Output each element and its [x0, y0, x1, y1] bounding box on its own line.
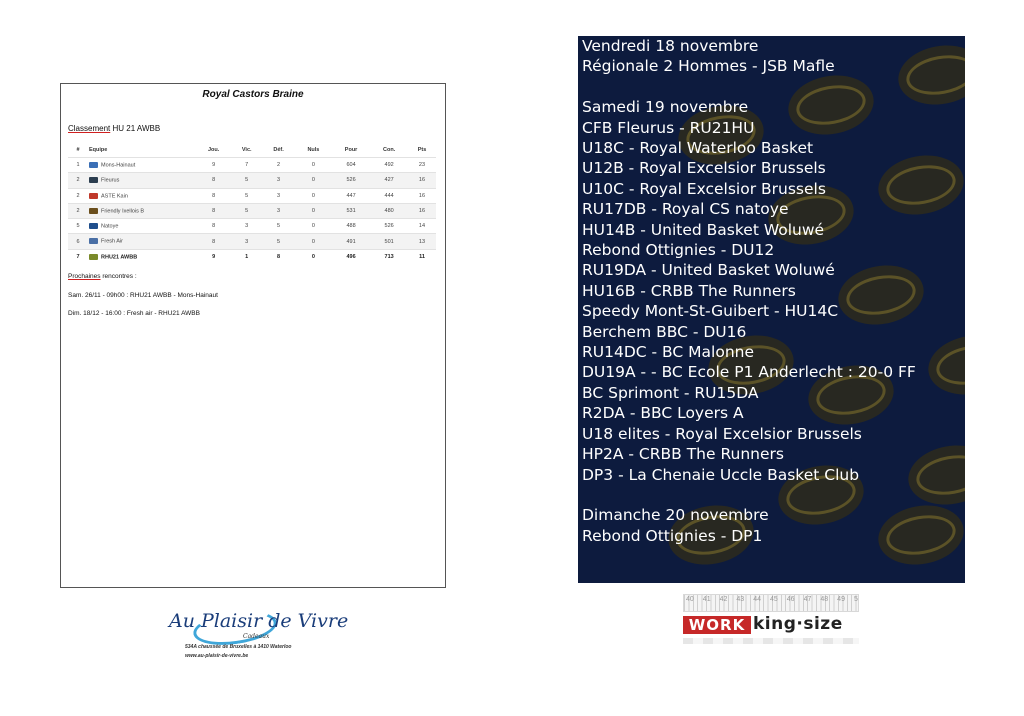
decorative-strip — [683, 638, 859, 644]
ruler-number: 48 — [820, 596, 829, 603]
header-points-against: Con. — [383, 146, 396, 153]
schedule-game: U18 elites - Royal Excelsior Brussels — [582, 424, 862, 443]
spacer — [582, 485, 965, 505]
schedule-date: Dimanche 20 novembre — [582, 506, 769, 525]
cell-points-for: 488 — [332, 219, 370, 234]
team-name: Fleurus — [101, 177, 120, 184]
team-logo-icon — [89, 208, 98, 214]
cell-points-for: 491 — [332, 234, 370, 249]
schedule-game: RU14DC - BC Malonne — [582, 343, 754, 362]
ruler-number: 45 — [769, 596, 778, 603]
header-wins: Vic. — [241, 146, 252, 153]
cell-points: 16 — [408, 173, 436, 188]
classement-heading — [68, 124, 160, 133]
team-logo-icon — [89, 223, 98, 229]
cell-points-against: 526 — [370, 219, 408, 234]
cell-points-against: 492 — [370, 158, 408, 173]
cell-losses: 3 — [262, 173, 295, 188]
sponsor-subtitle: Cadeaux — [243, 633, 270, 640]
schedule-game: R2DA - BBC Loyers A — [582, 404, 744, 423]
upcoming-suffix: rencontres : — [100, 273, 137, 280]
cell-rank: 6 — [68, 234, 88, 249]
cell-points: 16 — [408, 188, 436, 203]
cell-wins: 3 — [231, 234, 262, 249]
cell-rank: 2 — [68, 203, 88, 218]
schedule-page — [578, 36, 965, 583]
schedule-game: HP2A - CRBB The Runners — [582, 445, 784, 464]
cell-draws: 0 — [295, 188, 332, 203]
cell-rank: 2 — [68, 173, 88, 188]
cell-points-for: 526 — [332, 173, 370, 188]
cell-wins: 7 — [231, 158, 262, 173]
cell-points-for: 447 — [332, 188, 370, 203]
team-name: Mons-Hainaut — [101, 162, 136, 169]
cell-rank: 5 — [68, 219, 88, 234]
header-draws: Nuls — [307, 146, 320, 153]
ruler-number: 47 — [803, 596, 812, 603]
table-row — [68, 234, 436, 249]
table-row — [68, 188, 436, 203]
cell-played: 9 — [196, 249, 231, 264]
cell-points-against: 427 — [370, 173, 408, 188]
table-row — [68, 158, 436, 173]
cell-team — [88, 234, 196, 249]
schedule-game: Speedy Mont-St-Guibert - HU14C — [582, 302, 839, 321]
cell-played: 8 — [196, 188, 231, 203]
cell-points: 11 — [408, 249, 436, 264]
cell-draws: 0 — [295, 219, 332, 234]
sponsor-address: 534A chaussée de Bruxelles à 1410 Waterloo — [185, 644, 292, 650]
cell-points-against: 480 — [370, 203, 408, 218]
schedule-game: Régionale 2 Hommes - JSB Mafle — [582, 57, 835, 76]
upcoming-label: Prochaines — [68, 273, 101, 280]
team-name: RHU21 AWBB — [101, 254, 138, 261]
table-row — [68, 203, 436, 218]
cell-rank: 2 — [68, 188, 88, 203]
standings-page — [60, 83, 446, 588]
cell-played: 8 — [196, 234, 231, 249]
cell-draws: 0 — [295, 158, 332, 173]
schedule-date: Vendredi 18 novembre — [582, 37, 759, 55]
schedule-game: BC Sprimont - RU15DA — [582, 383, 759, 402]
ruler-number: 41 — [702, 596, 711, 603]
schedule-game: CFB Fleurus - RU21HU — [582, 118, 755, 137]
team-name: ASTE Kain — [101, 192, 128, 199]
team-logo-icon — [89, 162, 98, 168]
cell-losses: 5 — [262, 219, 295, 234]
header-played: Jou. — [207, 146, 220, 153]
ruler-number: 5 — [853, 596, 858, 603]
cell-played: 8 — [196, 203, 231, 218]
king-size-label: king·size — [753, 614, 843, 634]
ruler-number: 46 — [786, 596, 795, 603]
ruler-number: 42 — [719, 596, 728, 603]
cell-rank: 7 — [68, 249, 88, 264]
schedule-game: U18C - Royal Waterloo Basket — [582, 139, 814, 158]
cell-losses: 2 — [262, 158, 295, 173]
cell-losses: 8 — [262, 249, 295, 264]
club-title: Royal Castors Braine — [202, 89, 304, 100]
schedule-game: Rebond Ottignies - DP1 — [582, 526, 763, 545]
team-logo-icon — [89, 238, 98, 244]
cell-points: 13 — [408, 234, 436, 249]
table-row — [68, 249, 436, 264]
cell-team — [88, 188, 196, 203]
cell-draws: 0 — [295, 173, 332, 188]
team-name: Fresh Air — [101, 238, 124, 245]
ruler-number: 40 — [686, 596, 694, 603]
ruler-number: 44 — [753, 596, 761, 603]
header-points-for: Pour — [344, 146, 358, 153]
cell-wins: 1 — [231, 249, 262, 264]
schedule-list — [582, 36, 965, 546]
cell-wins: 5 — [231, 203, 262, 218]
cell-points-against: 713 — [370, 249, 408, 264]
cell-points-against: 444 — [370, 188, 408, 203]
table-row — [68, 219, 436, 234]
cell-team — [88, 173, 196, 188]
schedule-game: DP3 - La Chenaie Uccle Basket Club — [582, 465, 860, 484]
schedule-game: U12B - Royal Excelsior Brussels — [582, 159, 826, 178]
sponsor-name: Au Plaisir de Vivre — [169, 610, 349, 632]
cell-team — [88, 158, 196, 173]
cell-losses: 3 — [262, 203, 295, 218]
standings-body — [68, 158, 436, 265]
cell-draws: 0 — [295, 234, 332, 249]
upcoming-match: Dim. 18/12 - 16:00 : Fresh air - RHU21 AWBB — [68, 310, 200, 317]
cell-played: 9 — [196, 158, 231, 173]
working-size-logo — [683, 594, 861, 650]
cell-draws: 0 — [295, 249, 332, 264]
work-label: WORK — [683, 616, 751, 634]
header-team: Equipe — [89, 146, 108, 153]
schedule-game: RU19DA - United Basket Woluwé — [582, 261, 835, 280]
sponsor-website: www.au-plaisir-de-vivre.be — [185, 653, 249, 659]
cell-played: 8 — [196, 173, 231, 188]
cell-losses: 3 — [262, 188, 295, 203]
upcoming-heading — [68, 273, 137, 280]
schedule-game: RU17DB - Royal CS natoye — [582, 200, 789, 219]
team-logo-icon — [89, 177, 98, 183]
team-name: Natoye — [101, 223, 119, 230]
schedule-game: U10C - Royal Excelsior Brussels — [582, 179, 826, 198]
ruler-number: 43 — [736, 596, 745, 603]
cell-points-for: 531 — [332, 203, 370, 218]
team-logo-icon — [89, 254, 98, 260]
cell-losses: 5 — [262, 234, 295, 249]
au-plaisir-de-vivre-logo — [165, 606, 349, 666]
upcoming-match: Sam. 26/11 - 09h00 : RHU21 AWBB - Mons-Hainaut — [68, 292, 218, 299]
cell-points: 16 — [408, 203, 436, 218]
header-points: Pts — [417, 146, 427, 153]
team-logo-icon — [89, 193, 98, 199]
table-header-row — [68, 142, 436, 158]
schedule-game: HU16B - CRBB The Runners — [582, 281, 796, 300]
schedule-game: Berchem BBC - DU16 — [582, 322, 747, 341]
cell-team — [88, 249, 196, 264]
cell-wins: 5 — [231, 188, 262, 203]
schedule-game: Rebond Ottignies - DU12 — [582, 241, 775, 260]
cell-points-against: 501 — [370, 234, 408, 249]
schedule-date: Samedi 19 novembre — [582, 98, 749, 117]
cell-team — [88, 219, 196, 234]
ruler-numbers — [686, 596, 858, 603]
table-row — [68, 173, 436, 188]
cell-played: 8 — [196, 219, 231, 234]
cell-team — [88, 203, 196, 218]
schedule-game: HU14B - United Basket Woluwé — [582, 220, 825, 239]
header-losses: Déf. — [273, 146, 284, 153]
cell-points-for: 604 — [332, 158, 370, 173]
ruler-icon — [683, 594, 859, 612]
team-name: Friendly Ixellois B — [101, 208, 145, 215]
schedule-game: DU19A - - BC Ecole P1 Anderlecht : 20-0 FF — [582, 363, 916, 382]
cell-points: 14 — [408, 219, 436, 234]
standings-table — [68, 142, 436, 264]
classement-division: HU 21 AWBB — [110, 124, 161, 133]
classement-label: Classement — [68, 124, 111, 133]
ruler-number: 49 — [837, 596, 845, 603]
cell-draws: 0 — [295, 203, 332, 218]
cell-wins: 5 — [231, 173, 262, 188]
spacer — [582, 77, 965, 97]
cell-points-for: 496 — [332, 249, 370, 264]
cell-points: 23 — [408, 158, 436, 173]
cell-rank: 1 — [68, 158, 88, 173]
header-rank: # — [76, 146, 80, 153]
cell-wins: 3 — [231, 219, 262, 234]
